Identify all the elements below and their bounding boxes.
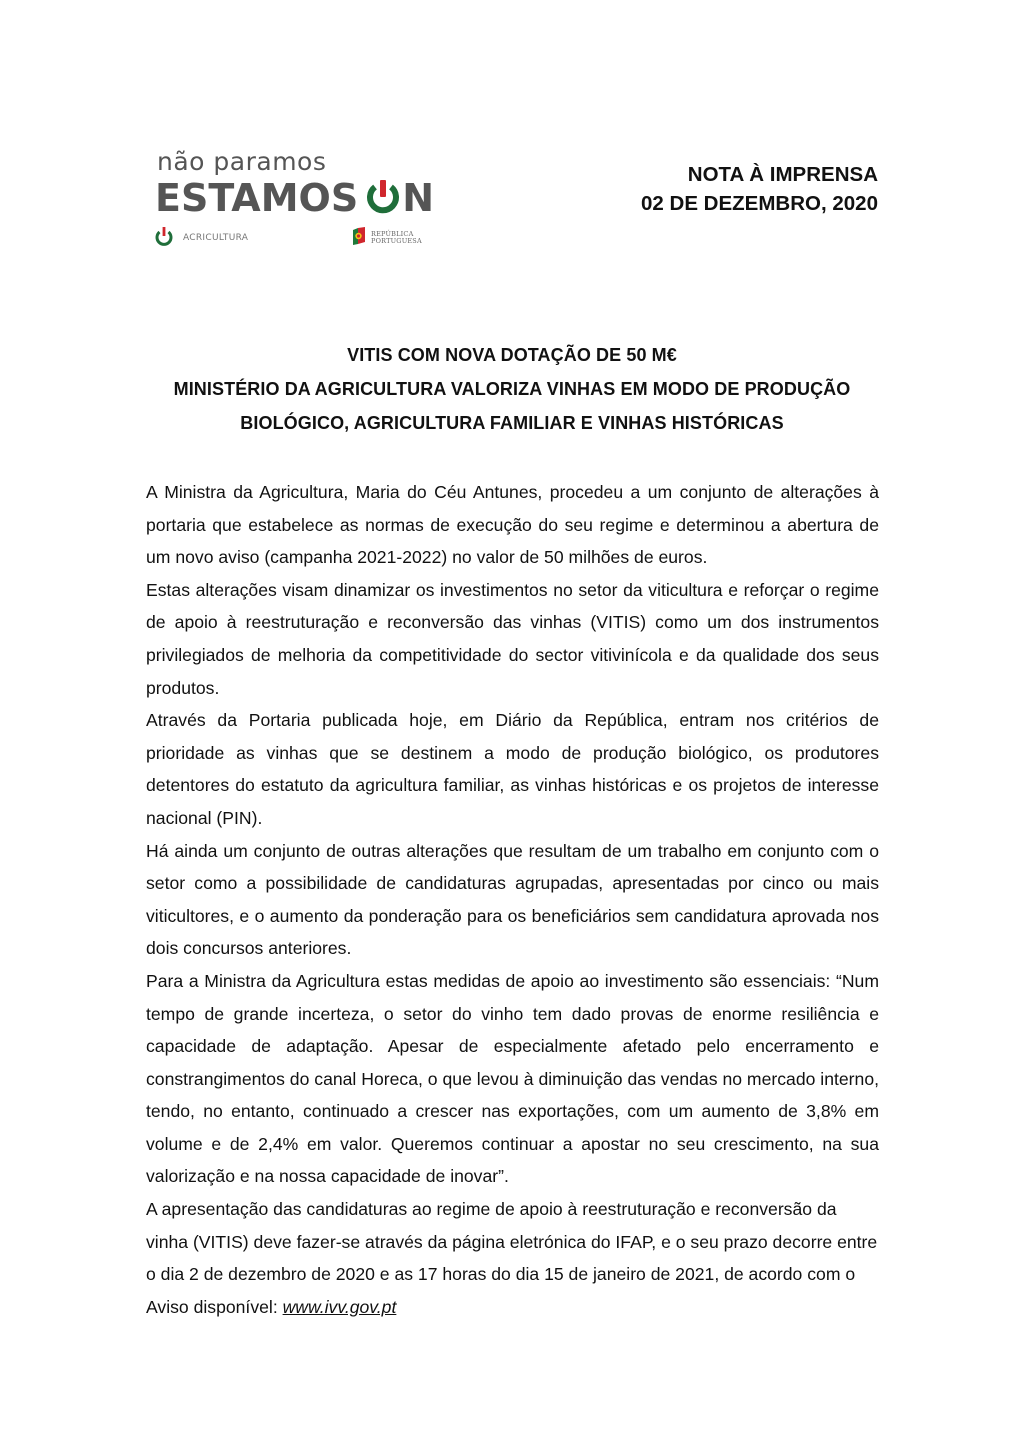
- logo-wordmark: [155, 178, 434, 218]
- estamos-on-logo: [155, 147, 435, 248]
- paragraph-6: [146, 1193, 879, 1323]
- logo-subline: [155, 226, 425, 248]
- logo-wordmark-right: N: [402, 176, 435, 220]
- paragraph-6-text: A apresentação das candidaturas ao regime de apoio à reestruturação e reconversão da vinha (VITIS) deve fazer-se através da página eletrónica do IFAP, e o seu prazo decorre entre o dia 2 de dezembro de 2020 e as 17 horas do dia 15 de janeiro de 2021, de acordo com o Aviso disponível:: [146, 1199, 878, 1317]
- paragraph-1: A Ministra da Agricultura, Maria do Céu Antunes, procedeu a um conjunto de alterações à portaria que estabelece as normas de execução do seu regime e determinou a abertura de um novo aviso (campanha 2021-2022) no valor de 50 milhões de euros.: [146, 482, 879, 568]
- paragraph-3: Através da Portaria publicada hoje, em Diário da República, entram nos critérios de prioridade as vinhas que se destinem a modo de produção biológico, os produtores detentores do estatuto da agricultura familiar, as vinhas históricas e os projetos de interesse nacional (PIN).: [146, 710, 879, 828]
- title-line-2: MINISTÉRIO DA AGRICULTURA VALORIZA VINHAS EM MODO DE PRODUÇÃO: [173, 379, 851, 399]
- paragraph-4: Há ainda um conjunto de outras alterações que resultam de um trabalho em conjunto com o setor como a possibilidade de candidaturas agrupadas, apresentadas por cinco ou mais viticultores, e o aumento da ponderação para os beneficiários sem candidatura aprovada nos dois concursos anteriores.: [146, 840, 879, 959]
- republica-portuguesa-mark: [351, 226, 422, 250]
- title-line-1: VITIS COM NOVA DOTAÇÃO DE 50 M€: [347, 345, 677, 365]
- power-icon: [366, 178, 400, 218]
- page-title: [140, 338, 884, 440]
- ivv-website-link[interactable]: www.ivv.gov.pt: [282, 1296, 397, 1317]
- document-type: NOTA À IMPRENSA: [687, 163, 878, 186]
- paragraph-5: Para a Ministra da Agricultura estas medidas de apoio ao investimento são essenciais: “Num tempo de grande incerteza, o setor do vinho tem dado provas de enorme resiliência e capacidade de adaptação. Apesar de especialmente afetado pelo encerramento e constrangimentos do canal Horeca, o que levou à diminuição das vendas no mercado interno, tendo, no entanto, continuado a crescer nas exportações, com um aumento de 3,8% em volume e de 2,4% em valor. Queremos continuar a apostar no seu crescimento, na sua valorização e na nossa capacidade de inovar”.: [146, 970, 879, 1187]
- paragraph-2: Estas alterações visam dinamizar os investimentos no setor da viticultura e reforçar o regime de apoio à reestruturação e reconversão das vinhas (VITIS) como um dos instrumentos privilegiados de melhoria da competitividade do sector vitivinícola e da qualidade dos seus produtos.: [146, 579, 879, 698]
- title-line-3: BIOLÓGICO, AGRICULTURA FAMILIAR E VINHAS HISTÓRICAS: [240, 413, 784, 433]
- small-power-icon: [155, 226, 173, 250]
- republica-label-line1: REPÚBLICA: [371, 230, 414, 238]
- press-release-header: [641, 160, 878, 218]
- agriculture-label: ACRICULTURA: [183, 233, 249, 243]
- release-date: 02 DE DEZEMBRO, 2020: [641, 192, 878, 215]
- agriculture-mark: [155, 226, 248, 250]
- body-text: [146, 476, 879, 1323]
- logo-tagline: não paramos: [157, 147, 327, 176]
- republica-label-line2: PORTUGUESA: [371, 237, 422, 245]
- republica-portuguesa-label: [371, 231, 422, 245]
- logo-wordmark-left: ESTAMOS: [155, 176, 359, 220]
- portuguese-flag-icon: [351, 226, 367, 250]
